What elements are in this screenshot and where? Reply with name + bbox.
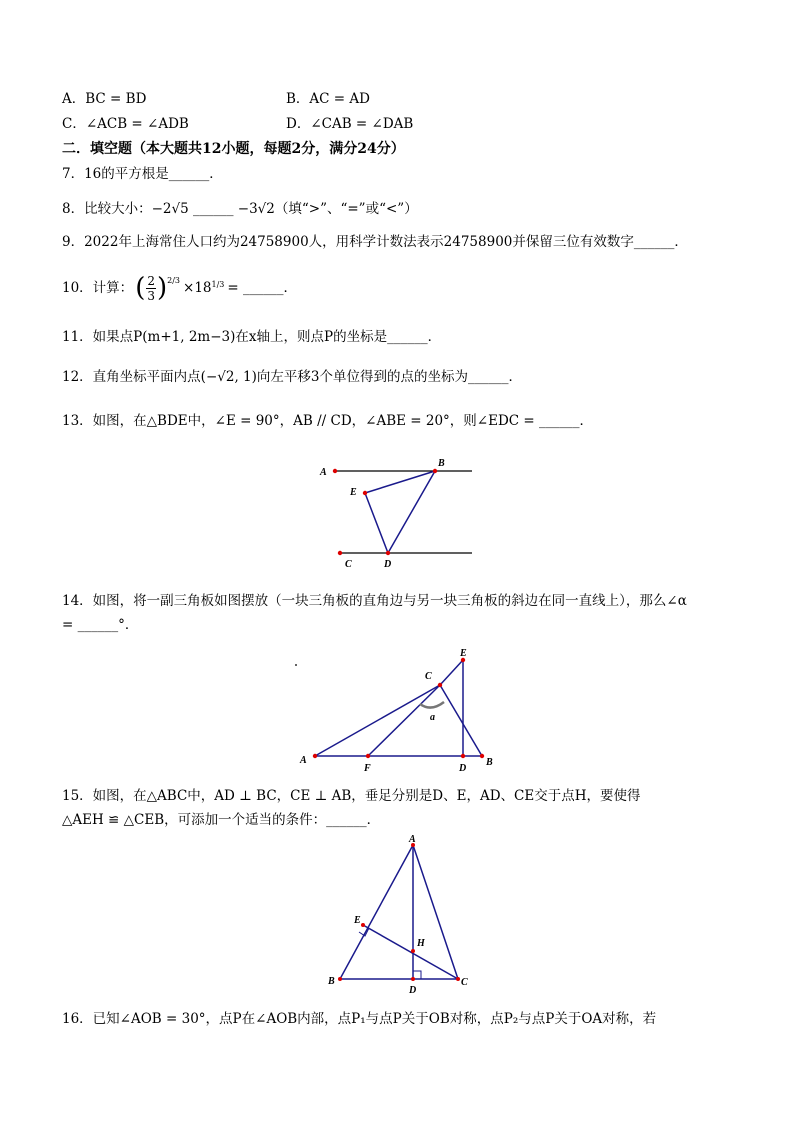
question-10: 10．计算： ( $\frac{2}{3}$ ) 2/3 ×18 1/3 = ______． [62, 273, 297, 303]
fig13-label-c: C [345, 559, 352, 570]
fig15-label-b: B [328, 976, 335, 987]
question-14-line2: = ______°． [62, 617, 139, 633]
figure-15 [320, 833, 480, 998]
question-16: 16．已知∠AOB = 30°，点P在∠AOB内部，点P₁与点P关于OB对称，点P₂与点P关于OA对称，若 [62, 1011, 657, 1027]
fig13-label-e: E [350, 487, 357, 498]
question-12: 12．直角坐标平面内点(−√2, 1)向左平移3个单位得到的点的坐标为______． [62, 369, 522, 385]
fig14-label-d: D [459, 763, 467, 774]
question-11: 11．如果点P(m+1, 2m−3)在x轴上，则点P的坐标是______． [62, 329, 442, 345]
fig15-label-h: H [417, 938, 425, 949]
option-c: C．∠ACB = ∠ADB [62, 116, 189, 132]
fig14-label-a: A [300, 755, 307, 766]
question-15-line1: 15．如图，在△ABC中，AD ⊥ BC，CE ⊥ AB，垂足分别是D、E，AD、CE交于点H，要使得 [62, 788, 641, 804]
figure-13 [310, 455, 480, 570]
question-8: 8．比较大小：−2√5 ______ −3√2（填“>”、“=”或“<”） [62, 201, 418, 217]
fig14-label-b: B [486, 757, 493, 768]
q10-times: ×18 [183, 280, 212, 296]
fig13-label-d: D [384, 559, 392, 570]
fig15-label-a: A [409, 834, 416, 845]
fig14-label-alpha: a [430, 712, 435, 723]
fig14-label-e: E [460, 648, 467, 659]
question-13: 13．如图，在△BDE中，∠E = 90°，AB // CD，∠ABE = 20°，则∠EDC = ______． [62, 413, 594, 429]
fig15-label-c: C [461, 977, 468, 988]
fig13-label-b: B [438, 458, 445, 469]
option-a: A．BC = BD [62, 91, 147, 107]
q10-prefix: 10．计算： [62, 280, 134, 296]
question-15-line2: △AEH ≌ △CEB，可添加一个适当的条件：______． [62, 812, 381, 828]
question-7: 7．16的平方根是______． [62, 166, 223, 182]
q10-frac-den: 3 [147, 288, 155, 303]
question-9: 9．2022年上海常住人口约为24758900人，用科学计数法表示24758900并保留三位有效数字______． [62, 234, 688, 250]
fig15-label-d: D [409, 985, 417, 996]
q10-frac-num: 2 [147, 273, 155, 288]
section-header: 二．填空题（本大题共12小题，每题2分，满分24分） [62, 141, 405, 157]
q10-exponent-1: 2/3 [167, 276, 181, 285]
fig15-label-e: E [354, 915, 361, 926]
q10-fraction [146, 274, 156, 303]
option-d: D．∠CAB = ∠DAB [286, 116, 414, 132]
q10-suffix: = ______． [227, 280, 297, 296]
q10-exponent-2: 1/3 [211, 280, 225, 289]
figure-14 [290, 642, 505, 774]
fig14-label-c: C [425, 671, 432, 682]
fig13-label-a: A [320, 467, 327, 478]
question-14-line1: 14．如图，将一副三角板如图摆放（一块三角板的直角边与另一块三角板的斜边在同一直线上），那么∠α [62, 593, 687, 609]
fig14-label-f: F [364, 763, 371, 774]
option-b: B．AC = AD [286, 91, 370, 107]
